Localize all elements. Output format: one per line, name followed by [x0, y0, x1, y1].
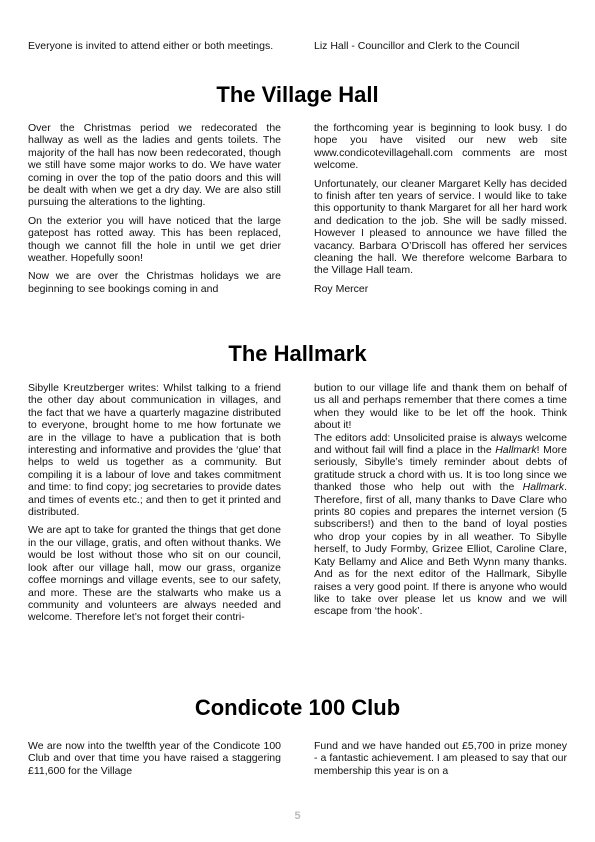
intro-right-column — [314, 40, 567, 52]
club-left-column — [28, 740, 281, 777]
village-hall-section — [28, 122, 567, 295]
village-hall-heading: The Village Hall — [216, 82, 379, 107]
club-right-column — [314, 740, 567, 777]
village-hall-paragraph: Unfortunately, our cleaner Margaret Kelly has decided to finish after ten years of service. I would like to take this opportunity to thank Margaret for all her hard work and dedication to the job. She will be sadly missed. However I pleased to announce we have filled the vacancy. Barbara O’Driscoll has offered her services cleaning the hall. We therefore welcome Barbara to the Village Hall team. — [314, 177, 567, 277]
editors-note-text: The editors add: Unsolicited praise is always welcome and without fail will find a place in the — [314, 431, 567, 457]
page-number: 5 — [294, 810, 301, 822]
intro-row — [28, 40, 567, 52]
hallmark-title-italic: Hallmark — [495, 444, 537, 457]
editors-note-text: ! More seriously, Sibylle’s timely reminder about debts of gratitude struck a chord with us. It is too long since we thanked those who help out with the — [314, 444, 567, 494]
village-hall-left-column — [28, 122, 281, 295]
village-hall-author: Roy Mercer — [314, 282, 369, 295]
editors-note-text: . Therefore, first of all, many thanks to Dave Clare who prints 80 copies and prepares the internet version (5 subscribers!) and then to the band of loyal posties who drop your copies by in all weather. To Sibylle herself, to Judy Formby, Grizee Elliot, Caroline Clare, Katy Bellamy and Alice and Beth Wynn many thanks. And as for the next editor of the Hallmark, Sibylle raises a very good point. If there is anyone who would like to take over please let us know and we will escape from ‘the hook’. — [314, 481, 567, 618]
club-heading: Condicote 100 Club — [194, 695, 401, 720]
hallmark-heading: The Hallmark — [228, 341, 367, 366]
club-section — [28, 740, 567, 777]
village-hall-paragraph: the forthcoming year is beginning to look busy. I do hope you have visited our new web site www.condicotevillagehall.com comments are most welcome. — [314, 122, 567, 172]
intro-invitation-text: Everyone is invited to attend either or both meetings. — [28, 40, 274, 52]
hallmark-paragraph: We are apt to take for granted the things that get done in the our village, gratis, and often without thanks. We would be lost without those who sit on our council, look after our village hall, mow our grass, organize coffee mornings and village events, see to our safety, and more. These are the stalwarts who make us a community and volunteers are always needed and welcome. Therefore let’s not forget their contri- — [28, 524, 281, 624]
hallmark-left-column — [28, 382, 281, 624]
village-hall-paragraph: On the exterior you will have noticed that the large gatepost has rotted away. This has been replaced, though we cannot fill the hole in until we get drier weather. Hopefully soon! — [28, 214, 281, 265]
intro-signature: Liz Hall - Councillor and Clerk to the Council — [314, 40, 520, 52]
hallmark-title-italic: Hallmark — [522, 481, 565, 494]
club-paragraph: Fund and we have handed out £5,700 in prize money - a fantastic achievement. I am pleased to say that our membership this year is on a — [314, 740, 567, 777]
hallmark-paragraph: Sibylle Kreutzberger writes: Whilst talking to a friend the other day about communication in villages, and the fact that we have a quarterly magazine distributed to everyone, brought home to me how fortunate we are in the village to have a publication that is both interesting and informative and provides the ‘glue’ that helps to weld us together as a community. But compiling it is a labour of love and takes commitment and time: to find copy; jog secretaries to provide dates and times of events etc.; and then to get it printed and distributed. — [28, 382, 281, 519]
village-hall-paragraph: Now we are over the Christmas holidays we are beginning to see bookings coming in and — [28, 270, 281, 295]
hallmark-right-column — [314, 382, 567, 624]
club-paragraph: We are now into the twelfth year of the Condicote 100 Club and over that time you have raised a staggering £11,600 for the Village — [28, 740, 281, 777]
village-hall-paragraph: Over the Christmas period we redecorated the hallway as well as the ladies and gents toilets. The majority of the hall has now been redecorated, though we still have some major works to do. We have water coming in over the top of the patio doors and this will be dealt with when we get a dry day. We are also still pursuing the alterations to the lighting. — [28, 122, 281, 209]
editors-note-paragraph — [314, 432, 567, 618]
village-hall-right-column — [314, 122, 567, 295]
intro-left-column — [28, 40, 281, 52]
hallmark-paragraph: bution to our village life and thank them on behalf of us all and perhaps remember that there comes a time when they would like to be let off the hook. Think about it! — [314, 382, 567, 432]
hallmark-section — [28, 382, 567, 624]
